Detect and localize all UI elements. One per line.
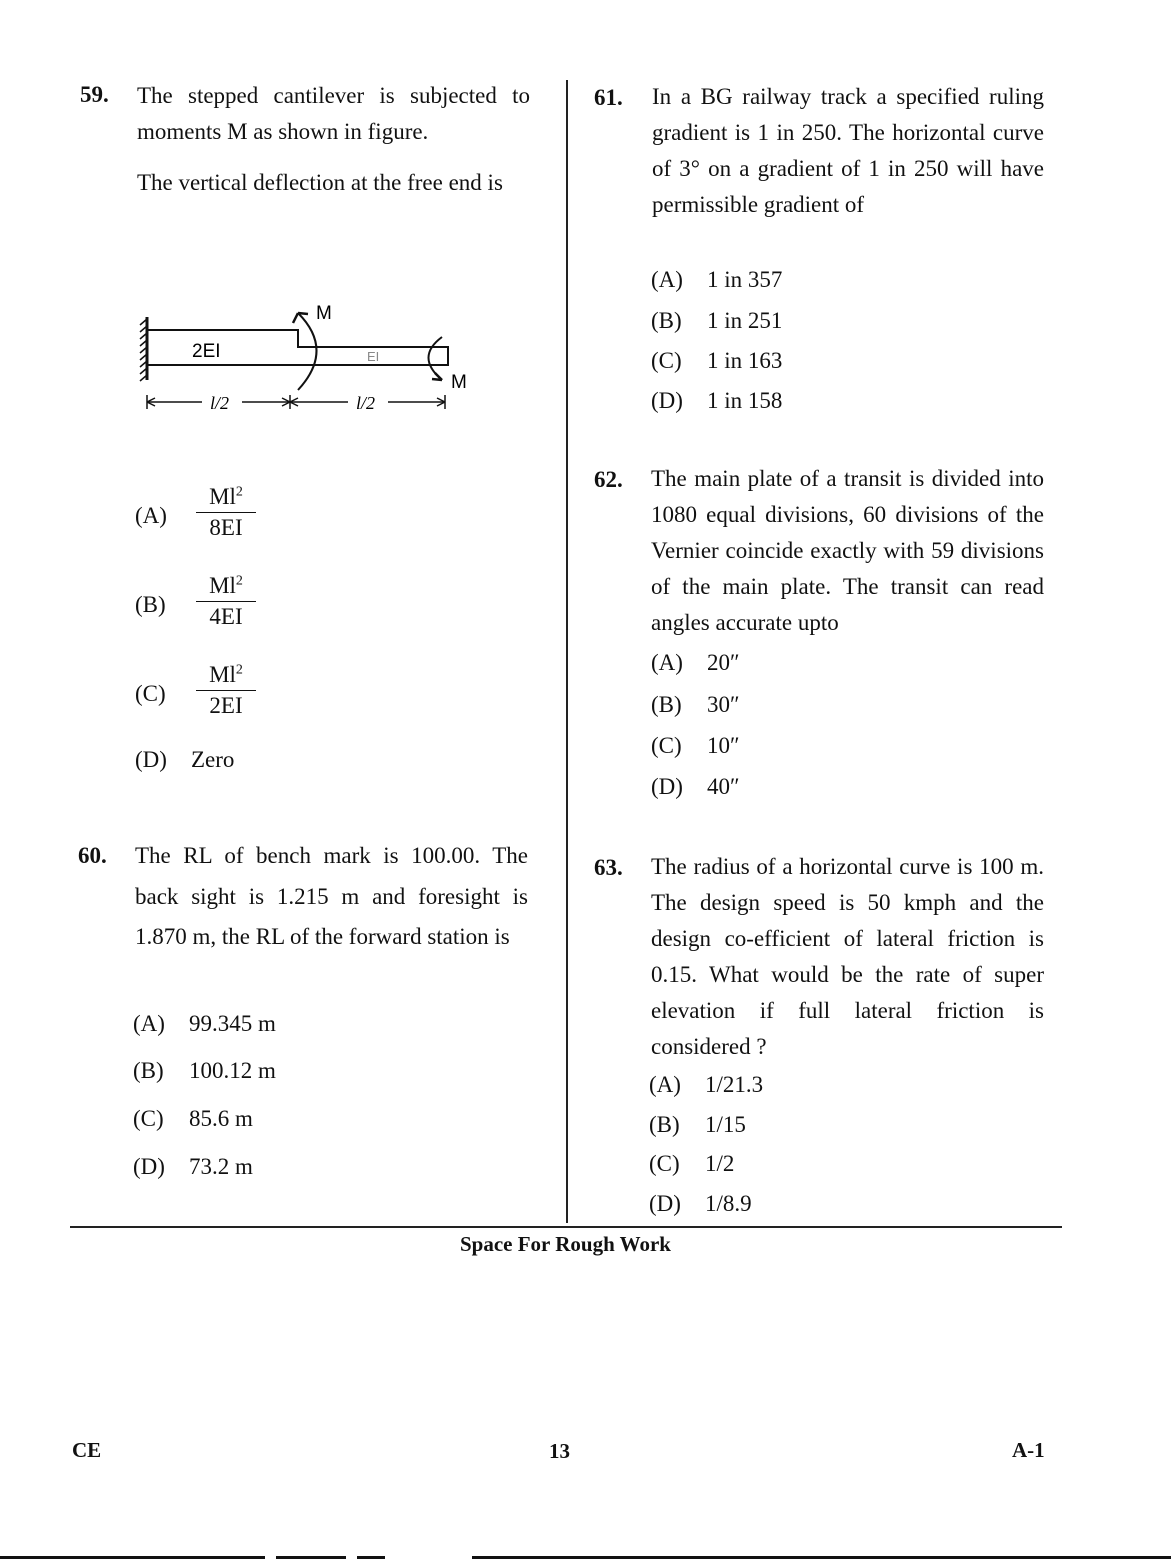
q62-option-b[interactable]: (B) 30″ bbox=[651, 692, 740, 717]
q59-option-b[interactable]: (B) bbox=[135, 592, 166, 617]
q60-option-b[interactable]: (B) 100.12 m bbox=[133, 1058, 276, 1083]
moment-arc-step bbox=[298, 313, 317, 390]
q60-option-c[interactable]: (C) 85.6 m bbox=[133, 1106, 253, 1131]
moment-label-step: M bbox=[316, 303, 332, 324]
booklet-code: A-1 bbox=[1012, 1438, 1045, 1462]
q61-option-d[interactable]: (D) 1 in 158 bbox=[651, 388, 783, 413]
scan-edge-line bbox=[357, 1556, 385, 1559]
dim-label-left: l/2 bbox=[210, 393, 230, 413]
q60-option-d[interactable]: (D) 73.2 m bbox=[133, 1154, 253, 1179]
q63-option-a[interactable]: (A) 1/21.3 bbox=[649, 1072, 764, 1097]
q62-option-c[interactable]: (C) 10″ bbox=[651, 733, 740, 758]
scan-edge-line bbox=[472, 1556, 1171, 1559]
q62-text: The main plate of a transit is divided into 1080 equal divisions, 60 divisions of the Vernier coincide exactly with 59 divisions of the main plate. The transit can read angles accurate upto bbox=[651, 466, 1044, 635]
page-number: 13 bbox=[549, 1439, 570, 1463]
q59-text-2: The vertical deflection at the free end is bbox=[137, 170, 503, 195]
moment-arrow-end bbox=[432, 373, 442, 380]
q61-option-a[interactable]: (A) 1 in 357 bbox=[651, 267, 783, 292]
q61-option-b[interactable]: (B) 1 in 251 bbox=[651, 308, 783, 333]
q61-number: 61. bbox=[594, 85, 623, 110]
subject-code: CE bbox=[72, 1438, 102, 1462]
q63-number: 63. bbox=[594, 855, 623, 880]
rough-work-label: Space For Rough Work bbox=[459, 1232, 671, 1256]
q59-number: 59. bbox=[80, 82, 109, 107]
q61-text: In a BG railway track a specified ruling gradient is 1 in 250. The horizontal curve of 3° on a gradient of 1 in 250 will have permissible gradient of bbox=[652, 84, 1044, 217]
cantilever-figure bbox=[130, 295, 480, 420]
dimension-line bbox=[147, 395, 445, 409]
q60-number: 60. bbox=[78, 843, 107, 868]
dim-label-right: l/2 bbox=[356, 393, 376, 413]
q59-option-a[interactable]: (A) bbox=[135, 503, 167, 528]
q59-option-a-fraction: $\frac{Ml^2}{8EI}$ bbox=[196, 484, 256, 541]
q59-option-d[interactable]: (D) Zero bbox=[135, 747, 235, 772]
column-divider bbox=[566, 80, 568, 1223]
q59-option-b-fraction: $\frac{Ml^2}{4EI}$ bbox=[196, 573, 256, 630]
q63-option-d[interactable]: (D) 1/8.9 bbox=[649, 1191, 752, 1216]
q62-option-a[interactable]: (A) 20″ bbox=[651, 650, 740, 675]
q59-text: The stepped cantilever is subjected to moments M as shown in figure. bbox=[137, 83, 530, 144]
q63-option-c[interactable]: (C) 1/2 bbox=[649, 1151, 735, 1176]
q63-option-b[interactable]: (B) 1/15 bbox=[649, 1112, 746, 1137]
q63-text: The radius of a horizontal curve is 100 m. The design speed is 50 kmph and the design co-efficient of lateral friction is 0.15. What would be the rate of super elevation if full lateral friction is considered ? bbox=[651, 854, 1044, 1059]
q61-option-c[interactable]: (C) 1 in 163 bbox=[651, 348, 783, 373]
page-rule bbox=[70, 1226, 1062, 1228]
q62-number: 62. bbox=[594, 467, 623, 492]
q60-text: The RL of bench mark is 100.00. The back sight is 1.215 m and foresight is 1.870 m, the RL of the forward station is bbox=[135, 843, 528, 949]
beam-label-2ei: 2EI bbox=[192, 341, 221, 362]
scan-edge-line bbox=[0, 1556, 265, 1559]
q60-option-a[interactable]: (A) 99.345 m bbox=[133, 1011, 276, 1036]
q59-option-c[interactable]: (C) bbox=[135, 681, 166, 706]
q59-option-c-fraction: $\frac{Ml^2}{2EI}$ bbox=[196, 662, 256, 719]
scan-edge-line bbox=[276, 1556, 346, 1559]
beam-label-ei: EI bbox=[367, 349, 380, 364]
moment-label-end: M bbox=[451, 372, 467, 393]
q62-option-d[interactable]: (D) 40″ bbox=[651, 774, 740, 799]
